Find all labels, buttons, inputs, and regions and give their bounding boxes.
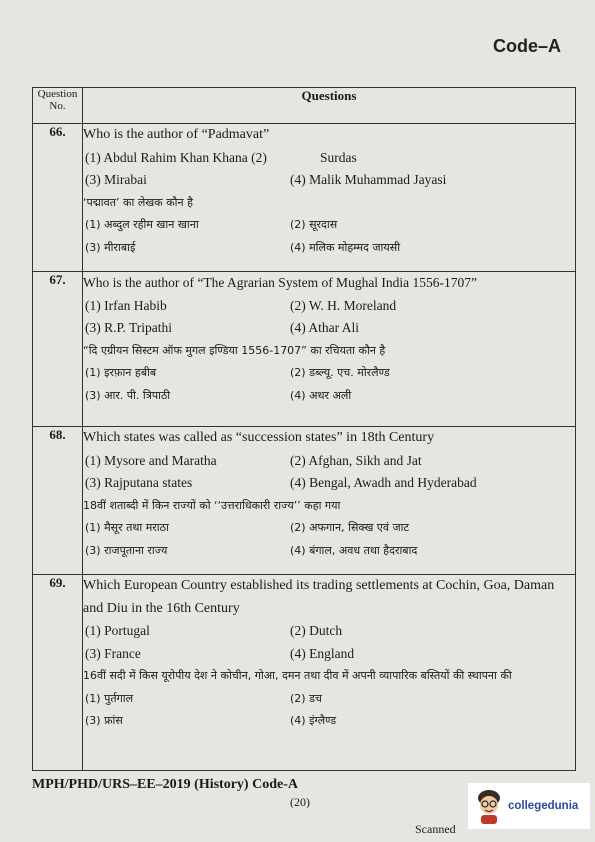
options [83, 147, 575, 192]
question-text: Which European Country established its trading settlements at Cochin, Goa, Daman and Diu in the 16th Century [83, 578, 555, 616]
option-1: (1) Mysore and Maratha [85, 452, 217, 468]
options [83, 620, 575, 665]
hindi-question: 18वीं शताब्दी में किन राज्यों को ‘‘उत्तराधिकारी राज्य’’ कहा गया [83, 498, 341, 512]
hindi-option-3: (3) आर. पी. त्रिपाठी [85, 388, 171, 402]
hindi-options [83, 517, 575, 562]
question-body [83, 272, 576, 427]
question-number: 69. [33, 575, 83, 771]
question-text: Which states was called as “succession states” in 18th Century [83, 430, 435, 445]
option-4: (4) Bengal, Awadh and Hyderabad [290, 475, 477, 490]
option-3: (3) France [85, 645, 141, 661]
hindi-option-3: (3) मीराबाई [85, 240, 136, 254]
hindi-option-3: (3) राजपूताना राज्य [85, 543, 168, 557]
hindi-option-1: (1) मैसूर तथा मराठा [85, 521, 169, 534]
question-body [83, 427, 576, 575]
hindi-option-1: (1) पुर्तगाल [85, 691, 134, 705]
exam-code: Code–A [492, 36, 561, 56]
hindi-option-4: (4) इंग्लैण्ड [290, 714, 337, 727]
hindi-option-3: (3) फ्रांस [85, 714, 123, 727]
hindi-option-1: (1) इरफ़ान हबीब [85, 366, 157, 379]
option-2: (2) W. H. Moreland [290, 297, 397, 313]
question-row-69 [33, 575, 576, 771]
option-3: (3) Mirabai [85, 172, 147, 187]
hindi-option-2: (2) सूरदास [290, 218, 338, 231]
questions-table [32, 87, 576, 771]
header-line-2: No. [49, 100, 66, 112]
question-text: Who is the author of “Padmavat” [83, 127, 270, 142]
questions-header: Questions [83, 88, 576, 124]
hindi-option-4: (4) अथर अली [290, 388, 352, 402]
question-number: 66. [33, 124, 83, 272]
page-number: (20) [290, 795, 310, 809]
option-1: (1) Abdul Rahim Khan Khana (2) [85, 149, 267, 165]
brand-text [508, 800, 578, 812]
question-number: 67. [33, 272, 83, 427]
question-body [83, 575, 576, 771]
footer-title: MPH/PHD/URS–EE–2019 (History) Code-A [32, 777, 298, 792]
hindi-question: 16वीं सदी में किस यूरोपीय देश ने कोचीन, गोआ, दमन तथा दीव में अपनी व्यापारिक बस्तियों की स्थापना की [83, 669, 512, 682]
hindi-option-1: (1) अब्दुल रहीम खान खाना [85, 218, 199, 231]
hindi-option-2: (2) डच [290, 691, 322, 705]
option-1: (1) Irfan Habib [85, 297, 167, 313]
options [83, 450, 575, 495]
question-row-66 [33, 124, 576, 272]
header-line-1: Question [37, 88, 78, 100]
option-1: (1) Portugal [85, 623, 150, 638]
option-2: (2) Dutch [290, 623, 343, 638]
mascot-icon [474, 788, 504, 824]
hindi-option-4: (4) बंगाल, अवध तथा हैदराबाद [290, 543, 418, 557]
question-no-header [33, 88, 83, 124]
brand-name: collegedunia [508, 800, 579, 812]
hindi-question: ‘पद्मावत’ का लेखक कौन है [83, 195, 193, 209]
question-number: 68. [33, 427, 83, 575]
option-2: (2) Afghan, Sikh and Jat [290, 452, 422, 468]
hindi-options [83, 362, 575, 407]
question-row-68 [33, 427, 576, 575]
hindi-question: “दि एग्रीयन सिस्टम ऑफ मुगल इण्डिया 1556-1707” का रचियता कौन है [83, 343, 386, 357]
options [83, 295, 575, 340]
table-header [33, 88, 576, 124]
option-3: (3) Rajputana states [85, 475, 193, 490]
question-text: Who is the author of “The Agrarian System of Mughal India 1556-1707” [83, 275, 478, 290]
hindi-option-4: (4) मलिक मोहम्मद जायसी [290, 240, 401, 254]
option-4: (4) Malik Muhammad Jayasi [290, 172, 447, 187]
option-2: Surdas [320, 149, 357, 165]
hindi-options [83, 214, 575, 259]
option-4: (4) Athar Ali [290, 320, 359, 335]
hindi-options [83, 688, 575, 733]
option-3: (3) R.P. Tripathi [85, 320, 173, 335]
question-row-67 [33, 272, 576, 427]
hindi-option-2: (2) डब्ल्यू. एच. मोरलैण्ड [290, 366, 390, 379]
option-4: (4) England [290, 645, 355, 661]
scanned-label: Scanned [415, 822, 456, 836]
hindi-option-2: (2) अफगान, सिक्ख एवं जाट [290, 521, 410, 534]
question-body [83, 124, 576, 272]
brand-watermark [468, 783, 590, 829]
